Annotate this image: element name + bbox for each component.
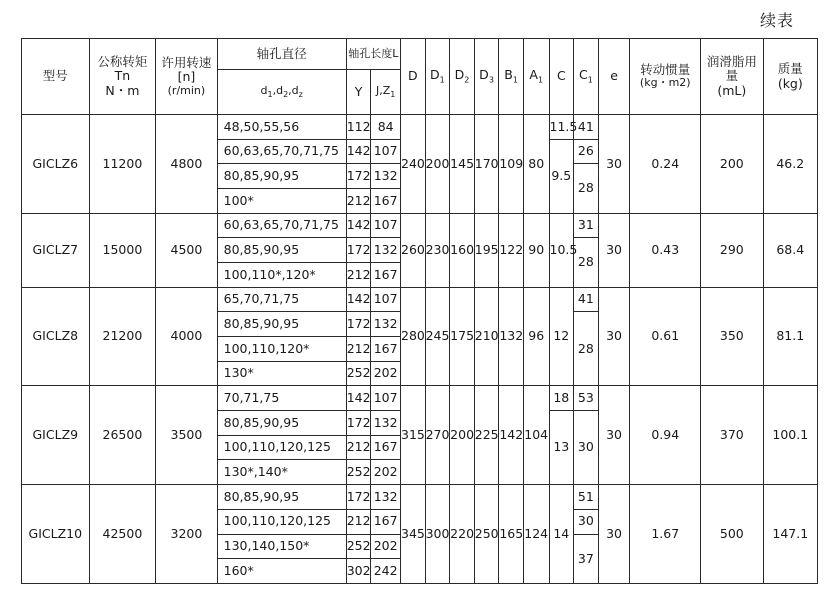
header-inertia: 转动惯量 (kg・m2) <box>630 39 701 115</box>
bore-diameters: 100,110,120,125 <box>217 509 346 534</box>
length-j: 107 <box>371 386 401 411</box>
bore-diameters: 60,63,65,70,71,75 <box>217 139 346 164</box>
dim-B1: 122 <box>499 213 524 287</box>
inertia-value: 0.94 <box>630 386 701 485</box>
dim-A1: 90 <box>523 213 549 287</box>
length-j: 132 <box>371 238 401 263</box>
grease-value: 370 <box>701 386 763 485</box>
header-bore-diameter: 轴孔直径 <box>217 39 346 70</box>
dim-C1: 37 <box>574 534 599 584</box>
header-bore-symbols: $d_1,d_2,d_z$ <box>217 69 346 114</box>
header-model: 型号 <box>22 39 90 115</box>
dim-D3: 225 <box>474 386 499 485</box>
grease-value: 290 <box>701 213 763 287</box>
header-D: D <box>401 39 426 115</box>
model-name: GICLZ10 <box>22 485 90 584</box>
length-y: 212 <box>346 263 371 288</box>
bore-diameters: 80,85,90,95 <box>217 238 346 263</box>
length-j: 167 <box>371 509 401 534</box>
bore-diameters: 100,110,120,125 <box>217 435 346 460</box>
length-j: 132 <box>371 411 401 436</box>
dim-e: 30 <box>598 115 630 214</box>
length-j: 132 <box>371 164 401 189</box>
length-y: 212 <box>346 509 371 534</box>
length-j: 167 <box>371 263 401 288</box>
header-C1: $C_1$ <box>574 39 599 115</box>
speed-value: 3200 <box>156 485 217 584</box>
dim-D2: 200 <box>450 386 475 485</box>
dim-D1: 200 <box>425 115 450 214</box>
length-j: 202 <box>371 460 401 485</box>
coupling-spec-table <box>21 38 818 584</box>
table-row <box>22 213 818 238</box>
length-y: 112 <box>346 115 371 140</box>
inertia-value: 0.24 <box>630 115 701 214</box>
mass-value: 46.2 <box>763 115 817 214</box>
dim-C: 12 <box>549 287 574 386</box>
length-y: 252 <box>346 361 371 386</box>
length-j: 84 <box>371 115 401 140</box>
dim-C1: 51 <box>574 485 599 510</box>
length-j: 107 <box>371 287 401 312</box>
length-y: 172 <box>346 164 371 189</box>
dim-e: 30 <box>598 485 630 584</box>
length-y: 212 <box>346 189 371 214</box>
model-name: GICLZ9 <box>22 386 90 485</box>
grease-value: 350 <box>701 287 763 386</box>
grease-value: 200 <box>701 115 763 214</box>
dim-C1: 31 <box>574 213 599 238</box>
inertia-value: 0.43 <box>630 213 701 287</box>
model-name: GICLZ8 <box>22 287 90 386</box>
dim-D2: 175 <box>450 287 475 386</box>
bore-diameters: 80,85,90,95 <box>217 312 346 337</box>
bore-diameters: 80,85,90,95 <box>217 411 346 436</box>
dim-C1: 30 <box>574 411 599 485</box>
dim-D: 315 <box>401 386 426 485</box>
header-bore-length: 轴孔长度L <box>346 39 400 70</box>
table-row <box>22 115 818 140</box>
length-j: 167 <box>371 435 401 460</box>
header-length-j: $J,Z_1$ <box>371 69 401 114</box>
length-y: 172 <box>346 485 371 510</box>
dim-C1: 28 <box>574 238 599 287</box>
dim-D: 345 <box>401 485 426 584</box>
header-A1: $A_1$ <box>523 39 549 115</box>
dim-C1: 28 <box>574 164 599 213</box>
header-grease: 润滑脂用量 (mL) <box>701 39 763 115</box>
dim-D2: 220 <box>450 485 475 584</box>
table-row <box>22 485 818 510</box>
dim-B1: 165 <box>499 485 524 584</box>
length-j: 132 <box>371 485 401 510</box>
speed-value: 4000 <box>156 287 217 386</box>
bore-diameters: 130* <box>217 361 346 386</box>
header-D1: $D_1$ <box>425 39 450 115</box>
mass-value: 147.1 <box>763 485 817 584</box>
grease-value: 500 <box>701 485 763 584</box>
dim-D2: 160 <box>450 213 475 287</box>
inertia-value: 0.61 <box>630 287 701 386</box>
length-y: 172 <box>346 411 371 436</box>
bore-diameters: 100,110*,120* <box>217 263 346 288</box>
length-y: 212 <box>346 337 371 362</box>
dim-D: 260 <box>401 213 426 287</box>
length-y: 142 <box>346 139 371 164</box>
table-row <box>22 287 818 312</box>
length-y: 212 <box>346 435 371 460</box>
dim-D: 240 <box>401 115 426 214</box>
length-y: 142 <box>346 386 371 411</box>
speed-value: 4800 <box>156 115 217 214</box>
length-j: 242 <box>371 559 401 584</box>
dim-D3: 250 <box>474 485 499 584</box>
dim-C1: 26 <box>574 139 599 164</box>
length-y: 172 <box>346 312 371 337</box>
length-j: 107 <box>371 213 401 238</box>
header-C: C <box>549 39 574 115</box>
length-y: 252 <box>346 460 371 485</box>
torque-value: 21200 <box>89 287 156 386</box>
bore-diameters: 48,50,55,56 <box>217 115 346 140</box>
dim-B1: 109 <box>499 115 524 214</box>
header-D3: $D_3$ <box>474 39 499 115</box>
table-row <box>22 386 818 411</box>
header-D2: $D_2$ <box>450 39 475 115</box>
bore-diameters: 130*,140* <box>217 460 346 485</box>
length-j: 202 <box>371 534 401 559</box>
torque-value: 42500 <box>89 485 156 584</box>
dim-A1: 124 <box>523 485 549 584</box>
dim-D1: 270 <box>425 386 450 485</box>
dim-C1: 53 <box>574 386 599 411</box>
header-length-y: Y <box>346 69 371 114</box>
bore-diameters: 80,85,90,95 <box>217 485 346 510</box>
dim-D3: 170 <box>474 115 499 214</box>
torque-value: 15000 <box>89 213 156 287</box>
dim-C: 13 <box>549 411 574 485</box>
dim-D3: 195 <box>474 213 499 287</box>
speed-value: 3500 <box>156 386 217 485</box>
dim-A1: 80 <box>523 115 549 214</box>
inertia-value: 1.67 <box>630 485 701 584</box>
dim-D1: 300 <box>425 485 450 584</box>
dim-C: 14 <box>549 485 574 584</box>
length-j: 167 <box>371 189 401 214</box>
dim-e: 30 <box>598 213 630 287</box>
length-j: 107 <box>371 139 401 164</box>
dim-B1: 142 <box>499 386 524 485</box>
header-e: e <box>598 39 630 115</box>
bore-diameters: 65,70,71,75 <box>217 287 346 312</box>
dim-e: 30 <box>598 287 630 386</box>
dim-A1: 104 <box>523 386 549 485</box>
dim-C: 18 <box>549 386 574 411</box>
length-y: 142 <box>346 213 371 238</box>
bore-diameters: 60,63,65,70,71,75 <box>217 213 346 238</box>
length-y: 302 <box>346 559 371 584</box>
table-caption: 续表 <box>759 11 794 30</box>
torque-value: 11200 <box>89 115 156 214</box>
dim-D: 280 <box>401 287 426 386</box>
dim-e: 30 <box>598 386 630 485</box>
bore-diameters: 100,110,120* <box>217 337 346 362</box>
dim-C: 9.5 <box>549 139 574 213</box>
dim-C1: 41 <box>574 115 599 140</box>
dim-B1: 132 <box>499 287 524 386</box>
bore-diameters: 80,85,90,95 <box>217 164 346 189</box>
length-j: 167 <box>371 337 401 362</box>
length-y: 252 <box>346 534 371 559</box>
header-mass: 质量 (kg) <box>763 39 817 115</box>
dim-D1: 230 <box>425 213 450 287</box>
dim-C: 11.5 <box>549 115 574 140</box>
dim-C: 10.5 <box>549 213 574 287</box>
model-name: GICLZ6 <box>22 115 90 214</box>
dim-A1: 96 <box>523 287 549 386</box>
mass-value: 100.1 <box>763 386 817 485</box>
speed-value: 4500 <box>156 213 217 287</box>
bore-diameters: 100* <box>217 189 346 214</box>
length-y: 142 <box>346 287 371 312</box>
torque-value: 26500 <box>89 386 156 485</box>
header-speed: 许用转速 [n] (r/min) <box>156 39 217 115</box>
length-j: 202 <box>371 361 401 386</box>
header-torque: 公称转矩 Tn N・m <box>89 39 156 115</box>
bore-diameters: 130,140,150* <box>217 534 346 559</box>
length-y: 172 <box>346 238 371 263</box>
model-name: GICLZ7 <box>22 213 90 287</box>
mass-value: 68.4 <box>763 213 817 287</box>
dim-C1: 28 <box>574 312 599 386</box>
bore-diameters: 70,71,75 <box>217 386 346 411</box>
dim-C1: 30 <box>574 509 599 534</box>
length-j: 132 <box>371 312 401 337</box>
dim-D3: 210 <box>474 287 499 386</box>
dim-D2: 145 <box>450 115 475 214</box>
dim-C1: 41 <box>574 287 599 312</box>
mass-value: 81.1 <box>763 287 817 386</box>
bore-diameters: 160* <box>217 559 346 584</box>
header-B1: $B_1$ <box>499 39 524 115</box>
dim-D1: 245 <box>425 287 450 386</box>
